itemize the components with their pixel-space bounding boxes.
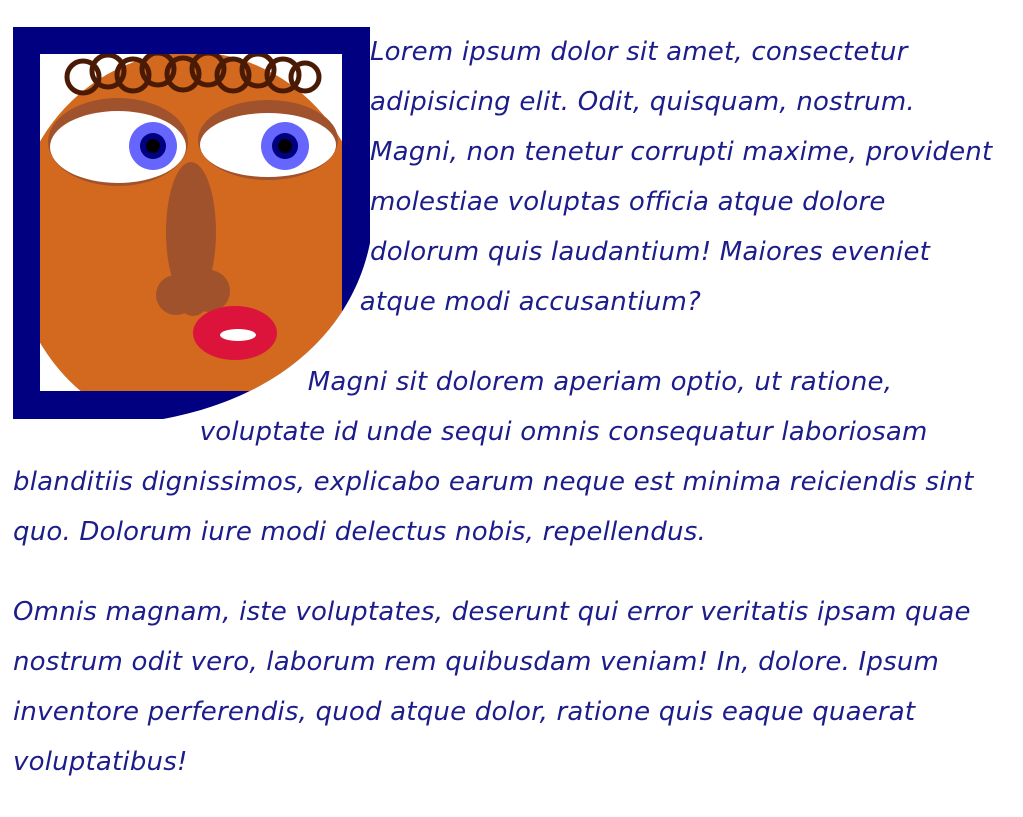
paragraph-1: Lorem ipsum dolor sit amet, consectetur adipisicing elit. Odit, quisquam, nostrum. Magni, non tenetur corrupti maxime, provident molestiae voluptas officia atque dolore dolorum quis laudantium! Maiores eveniet atque modi accusantium? (359, 37, 993, 317)
mouth-opening (220, 329, 256, 341)
paragraph-3: Omnis magnam, iste voluptates, deserunt qui error veritatis ipsam quae nostrum odit vero, laborum rem quibusdam veniam! In, dolore. Ipsum inventore perferendis, quod atque dolor, ratione quis eaque quaerat voluptatibus! (13, 597, 971, 777)
paragraph-2: Magni sit dolorem aperiam optio, ut ratione, voluptate id unde sequi omnis consequatur laboriosam blanditiis dignissimos, explicabo earum neque est minima reiciendis sint quo. Dolorum iure modi delectus nobis, repellendus. (13, 367, 974, 547)
article-content (13, 27, 993, 817)
